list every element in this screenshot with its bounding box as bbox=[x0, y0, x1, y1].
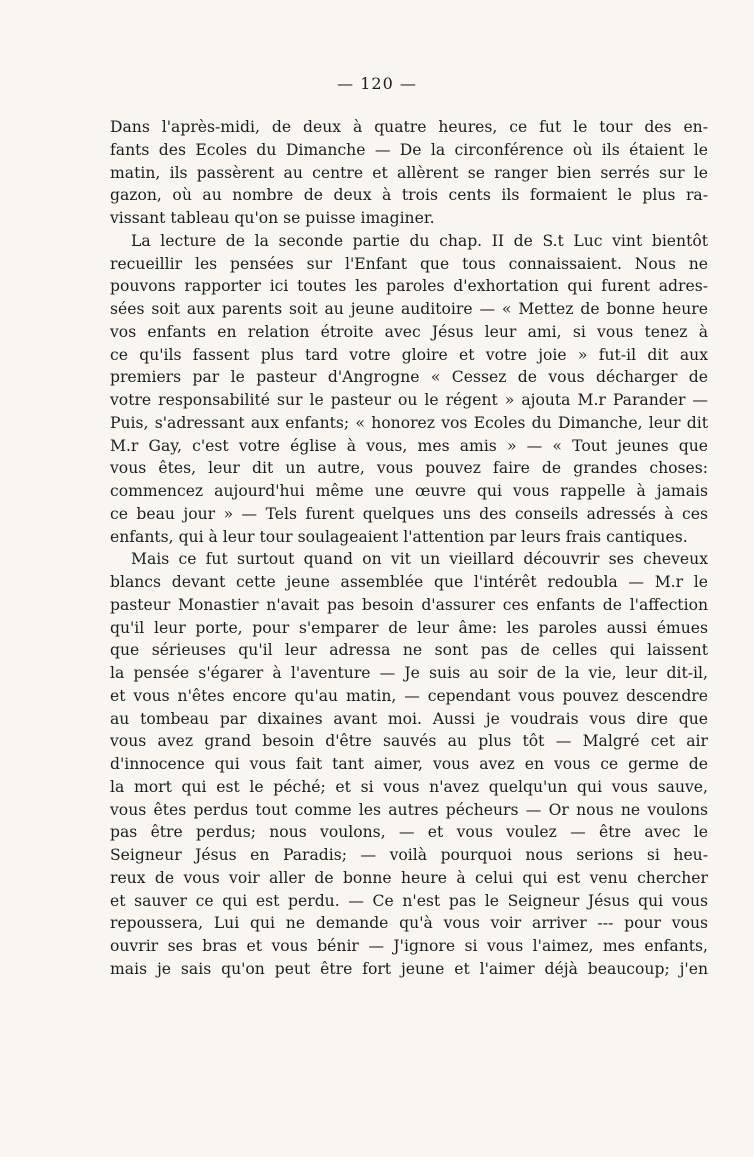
text-line: pas être perdus; nous voulons, — et vous voulez — être avec le bbox=[110, 823, 708, 842]
text-line: et sauver ce qui est perdu. — Ce n'est pas le Seigneur Jésus qui vous bbox=[110, 891, 708, 910]
text-line: vous êtes perdus tout comme les autres pécheurs — Or nous ne voulons bbox=[110, 800, 708, 819]
text-line: blancs devant cette jeune assemblée que l'intérêt redoubla — M.r le bbox=[110, 573, 708, 591]
text-line: votre responsabilité sur le pasteur ou le régent » ajouta M.r Parander — bbox=[110, 391, 708, 409]
text-line: sées soit aux parents soit au jeune auditoire — « Mettez de bonne heure bbox=[110, 300, 708, 318]
text-line: Mais ce fut surtout quand on vit un vieillard découvrir ses cheveux bbox=[131, 550, 708, 569]
text-line: pasteur Monastier n'avait pas besoin d'assurer ces enfants de l'affection bbox=[110, 595, 708, 614]
paragraph bbox=[110, 230, 708, 549]
text-line: commencez aujourd'hui même une œuvre qui vous rappelle à jamais bbox=[110, 482, 708, 500]
text-line: matin, ils passèrent au centre et allèrent se ranger bien serrés sur le bbox=[110, 163, 708, 182]
text-line: reux de vous voir aller de bonne heure à celui qui est venu chercher bbox=[110, 868, 708, 887]
text-line: ce qu'ils fassent plus tard votre gloire et votre joie » fut-il dit aux bbox=[110, 345, 708, 364]
text-line: Seigneur Jésus en Paradis; — voilà pourquoi nous serions si heu- bbox=[110, 846, 708, 864]
text-line: et vous n'êtes encore qu'au matin, — cependant vous pouvez descendre bbox=[110, 686, 708, 705]
text-line: gazon, où au nombre de deux à trois cents ils formaient le plus ra- bbox=[110, 186, 708, 205]
text-line: vous avez grand besoin d'être sauvés au plus tôt — Malgré cet air bbox=[110, 732, 708, 751]
text-line: que sérieuses qu'il leur adressa ne sont pas de celles qui laissent bbox=[110, 641, 708, 660]
text-line: recueillir les pensées sur l'Enfant que tous connaissaient. Nous ne bbox=[110, 254, 708, 273]
text-line: vous êtes, leur dit un autre, vous pouvez faire de grandes choses: bbox=[110, 459, 708, 478]
paragraph bbox=[110, 116, 708, 230]
body-text bbox=[110, 116, 708, 981]
text-line: M.r Gay, c'est votre église à vous, mes amis » — « Tout jeunes que bbox=[110, 436, 708, 455]
text-line: vos enfants en relation étroite avec Jésus leur ami, si vous tenez à bbox=[110, 322, 708, 341]
text-line: mais je sais qu'on peut être fort jeune et l'aimer déjà beaucoup; j'en bbox=[110, 959, 708, 978]
text-line: pouvons rapporter ici toutes les paroles d'exhortation qui furent adres- bbox=[110, 277, 708, 296]
text-line: la pensée s'égarer à l'aventure — Je suis au soir de la vie, leur dit-il, bbox=[110, 664, 708, 682]
text-line: repoussera, Lui qui ne demande qu'à vous voir arriver --- pour vous bbox=[110, 914, 708, 933]
text-line: premiers par le pasteur d'Angrogne « Cessez de vous décharger de bbox=[110, 368, 708, 387]
text-line: La lecture de la seconde partie du chap. II de S.t Luc vint bientôt bbox=[131, 231, 708, 250]
text-line: Dans l'après-midi, de deux à quatre heures, ce fut le tour des en- bbox=[110, 118, 708, 136]
text-line: vissant tableau qu'on se puisse imaginer. bbox=[110, 209, 435, 227]
text-line: fants des Ecoles du Dimanche — De la circonférence où ils étaient le bbox=[110, 140, 708, 159]
text-line: enfants, qui à leur tour soulageaient l'attention par leurs frais cantiques. bbox=[110, 527, 688, 546]
text-line: ouvrir ses bras et vous bénir — J'ignore si vous l'aimez, mes enfants, bbox=[110, 937, 708, 955]
text-line: ce beau jour » — Tels furent quelques uns des conseils adressés à ces bbox=[110, 504, 708, 523]
text-line: qu'il leur porte, pour s'emparer de leur âme: les paroles aussi émues bbox=[110, 618, 708, 637]
text-line: la mort qui est le péché; et si vous n'avez quelqu'un qui vous sauve, bbox=[110, 777, 708, 796]
paragraph bbox=[110, 548, 708, 980]
page-number: — 120 — bbox=[337, 74, 417, 93]
text-line: Puis, s'adressant aux enfants; « honorez vos Ecoles du Dimanche, leur dit bbox=[110, 413, 708, 432]
text-line: d'innocence qui vous fait tant aimer, vous avez en vous ce germe de bbox=[110, 755, 708, 773]
text-line: au tombeau par dixaines avant moi. Aussi je voudrais vous dire que bbox=[110, 709, 708, 728]
